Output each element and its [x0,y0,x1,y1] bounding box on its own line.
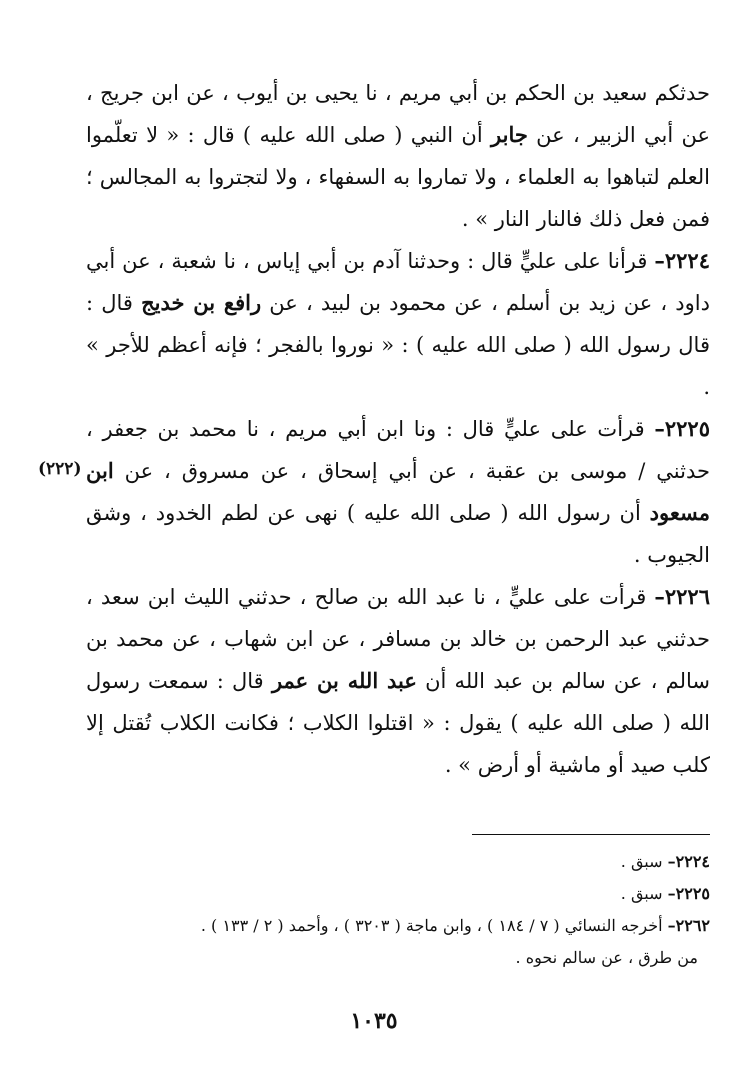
hadith-paragraph [86,576,710,786]
footnote-number: ٢٢٢٤– [667,852,710,871]
footnote [110,910,710,942]
footnotes [110,846,710,974]
footnote [110,846,710,878]
narrator-name: عبد الله بن عمر [271,668,417,693]
footnote-number: ٢٢٦٢– [667,916,710,935]
hadith-text: أن النبي ( صلى الله عليه ) قال : « لا تعلّموا العلم لتباهوا به العلماء ، ولا تماروا به السفهاء ، ولا لتجتروا به المجالس ؛ فمن فعل ذلك فالنار النار » . [86,123,710,231]
hadith-text: قال : سمعت رسول الله ( صلى الله عليه ) يقول : « اقتلوا الكلاب ؛ فكانت الكلاب تُقتل إلا كلب صيد أو ماشية أو أرض » . [86,669,710,777]
hadith-number: ٢٢٢٤– [654,248,710,273]
hadith-paragraph [86,72,710,240]
hadith-number: ٢٢٢٦– [654,584,710,609]
hadith-paragraph [86,240,710,408]
hadith-text: قرأت على عليٍّ ، نا عبد الله بن صالح ، حدثني الليث ابن سعد ، حدثني عبد الرحمن بن خالد بن مسافر ، عن ابن شهاب ، عن محمد بن سالم ، عن سالم بن عبد الله أن [86,585,710,693]
footnote [110,878,710,910]
footnote-text: أخرجه النسائي ( ٧ / ١٨٤ ) ، وابن ماجة ( ٣٢٠٣ ) ، وأحمد ( ٢ / ١٣٣ ) . [200,916,668,935]
hadith-text: قرأت على عليٍّ قال : ونا ابن أبي مريم ، نا محمد بن جعفر ، حدثني / موسى بن عقبة ، عن أبي إسحاق ، عن مسروق ، عن [86,417,710,483]
hadith-text: أن رسول الله ( صلى الله عليه ) نهى عن لطم الخدود ، وشق الجيوب . [86,501,710,567]
hadith-text: حدثكم سعيد بن الحكم بن أبي مريم ، نا يحيى بن أيوب ، عن ابن جريج ، عن أبي الزبير ، عن [86,81,710,147]
footnote-number: ٢٢٢٥– [667,884,710,903]
main-text [86,72,710,786]
footnote-text: سبق . [620,852,668,871]
footnote-continuation [110,942,710,974]
narrator-name: رافع بن خديج [141,290,262,315]
narrator-name: جابر [491,122,528,147]
hadith-paragraph [86,408,710,576]
page-number: ١٠٣٥ [350,1008,398,1034]
hadith-number: ٢٢٢٥– [654,416,710,441]
margin-reference: (٢٢٢) [38,459,82,479]
footnote-text: سبق . [620,884,668,903]
footnote-divider [472,834,710,835]
hadith-text: قال : قال رسول الله ( صلى الله عليه ) : « نوروا بالفجر ؛ فإنه أعظم للأجر » . [86,291,710,399]
hadith-text: قرأنا على عليٍّ قال : وحدثنا آدم بن أبي إياس ، نا شعبة ، عن أبي داود ، عن زيد بن أسلم ، عن محمود بن لبيد ، عن [86,249,710,315]
narrator-name: ابن مسعود [86,458,710,525]
footnote-text: من طرق ، عن سالم نحوه . [515,948,698,967]
